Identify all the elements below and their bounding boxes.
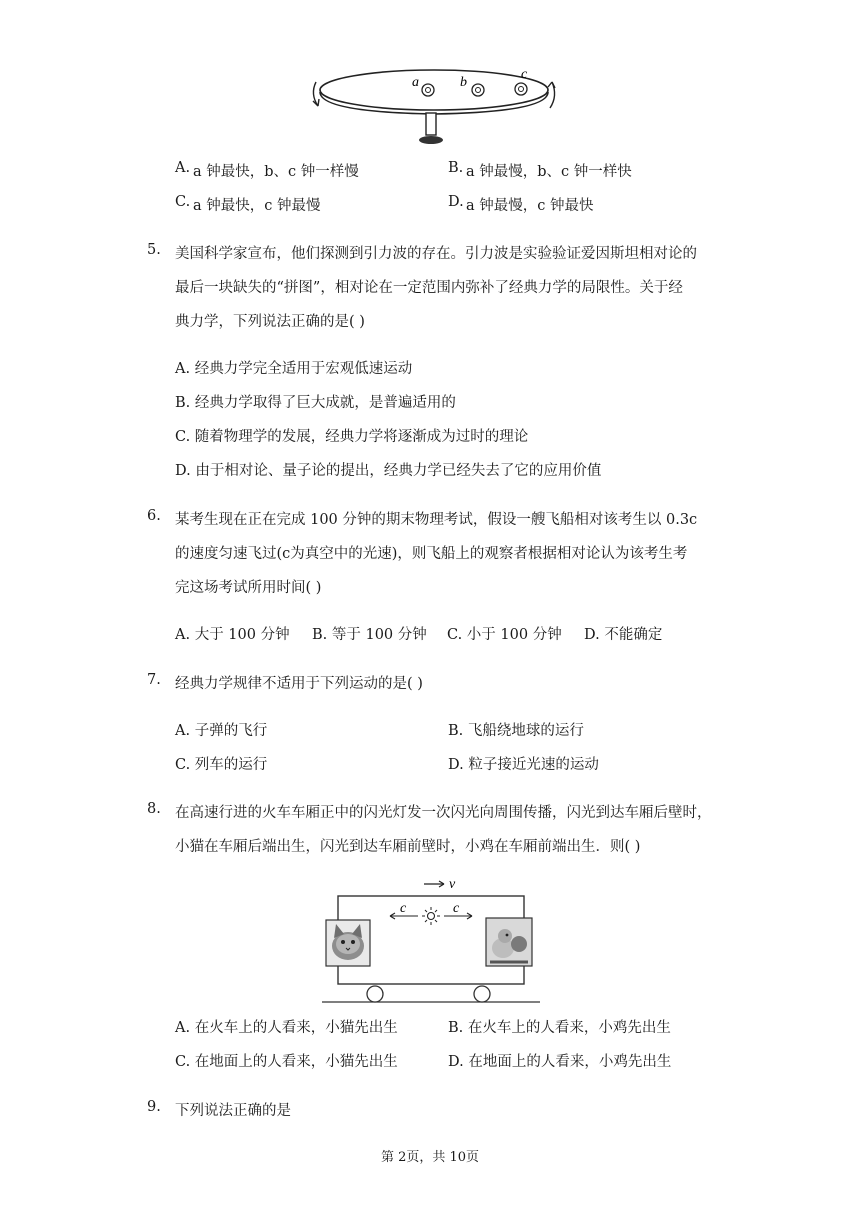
q4-option-c-letter[interactable]: C. xyxy=(175,194,191,210)
q8-number: 8. xyxy=(147,801,161,817)
q7-option-b[interactable]: B. 飞船绕地球的运行 xyxy=(448,723,584,739)
q8-option-d[interactable]: D. 在地面上的人看来，小鸡先出生 xyxy=(448,1054,672,1070)
chick-picture xyxy=(486,918,532,966)
q5-option-b[interactable]: B. 经典力学取得了巨大成就，是普遍适用的 xyxy=(175,395,456,411)
q6-option-d[interactable]: D. 不能确定 xyxy=(584,627,663,643)
wheel-front xyxy=(474,986,490,1002)
q8-option-c[interactable]: C. 在地面上的人看来，小猫先出生 xyxy=(175,1054,398,1070)
q5-stem-line-3: 典力学，下列说法正确的是( ) xyxy=(175,314,365,330)
q5-option-c[interactable]: C. 随着物理学的发展，经典力学将逐渐成为过时的理论 xyxy=(175,429,529,445)
q8-option-b[interactable]: B. 在火车上的人看来，小鸡先出生 xyxy=(448,1020,671,1036)
q7-option-a[interactable]: A. 子弹的飞行 xyxy=(175,723,268,739)
rotation-arrowhead-right xyxy=(548,82,555,88)
q5-option-a[interactable]: A. 经典力学完全适用于宏观低速运动 xyxy=(175,361,413,377)
q6-option-c[interactable]: C. 小于 100 分钟 xyxy=(447,627,562,643)
q4-option-b-letter[interactable]: B. xyxy=(448,160,464,176)
q4-option-c-body: a 钟最快，c 钟最慢 xyxy=(193,198,321,214)
q7-stem: 经典力学规律不适用于下列运动的是( ) xyxy=(175,676,423,692)
q8-stem-line-2: 小猫在车厢后端出生，闪光到达车厢前壁时，小鸡在车厢前端出生．则( ) xyxy=(175,839,641,855)
train-carriage-figure xyxy=(320,872,542,1008)
clock-label-c: c xyxy=(521,68,528,82)
q4-option-b-body: a 钟最慢，b、c 钟一样快 xyxy=(466,164,632,180)
q9-stem: 下列说法正确的是 xyxy=(175,1103,291,1119)
q6-stem-line-3: 完这场考试所用时间( ) xyxy=(175,580,322,596)
q6-stem-line-1: 某考生现在正在完成 100 分钟的期末物理考试，假设一艘飞船相对该考生以 0.3c xyxy=(175,512,698,528)
q8-option-a[interactable]: A. 在火车上的人看来，小猫先出生 xyxy=(175,1020,398,1036)
q4-option-a-body: a 钟最快，b、c 钟一样慢 xyxy=(193,164,359,180)
q5-option-d[interactable]: D. 由于相对论、量子论的提出，经典力学已经失去了它的应用价值 xyxy=(175,463,602,479)
velocity-label: v xyxy=(449,877,456,892)
rotating-disk-figure xyxy=(308,68,560,150)
q6-number: 6. xyxy=(147,508,161,524)
clock-label-b: b xyxy=(460,75,467,90)
q7-number: 7. xyxy=(147,672,161,688)
q5-stem-line-2: 最后一块缺失的“拼图”，相对论在一定范围内弥补了经典力学的局限性。关于经 xyxy=(175,280,683,296)
disk-base xyxy=(419,136,443,144)
q6-stem-line-2: 的速度匀速飞过(c为真空中的光速)，则飞船上的观察者根据相对论认为该考生考 xyxy=(175,546,688,562)
kitten-picture xyxy=(326,920,370,966)
q4-option-d-letter[interactable]: D. xyxy=(448,194,464,210)
q4-option-d-body: a 钟最慢，c 钟最快 xyxy=(466,198,594,214)
q7-option-c[interactable]: C. 列车的运行 xyxy=(175,757,268,773)
clock-label-a: a xyxy=(412,75,419,90)
disk-stem xyxy=(426,113,436,135)
flash-lamp-icon xyxy=(422,907,440,925)
q6-option-b[interactable]: B. 等于 100 分钟 xyxy=(312,627,427,643)
q5-number: 5. xyxy=(147,242,161,258)
light-speed-label-left: c xyxy=(400,901,407,916)
q8-stem-line-1: 在高速行进的火车车厢正中的闪光灯发一次闪光向周围传播，闪光到达车厢后壁时， xyxy=(175,805,712,821)
page-footer: 第 2页，共 10页 xyxy=(380,1150,480,1165)
q6-option-a[interactable]: A. 大于 100 分钟 xyxy=(175,627,290,643)
q4-option-a-text[interactable]: A. xyxy=(175,160,191,176)
q5-stem-line-1: 美国科学家宣布，他们探测到引力波的存在。引力波是实验验证爱因斯坦相对论的 xyxy=(175,246,697,262)
q7-option-d[interactable]: D. 粒子接近光速的运动 xyxy=(448,757,599,773)
light-speed-label-right: c xyxy=(453,901,460,916)
q9-number: 9. xyxy=(147,1099,161,1115)
wheel-rear xyxy=(367,986,383,1002)
